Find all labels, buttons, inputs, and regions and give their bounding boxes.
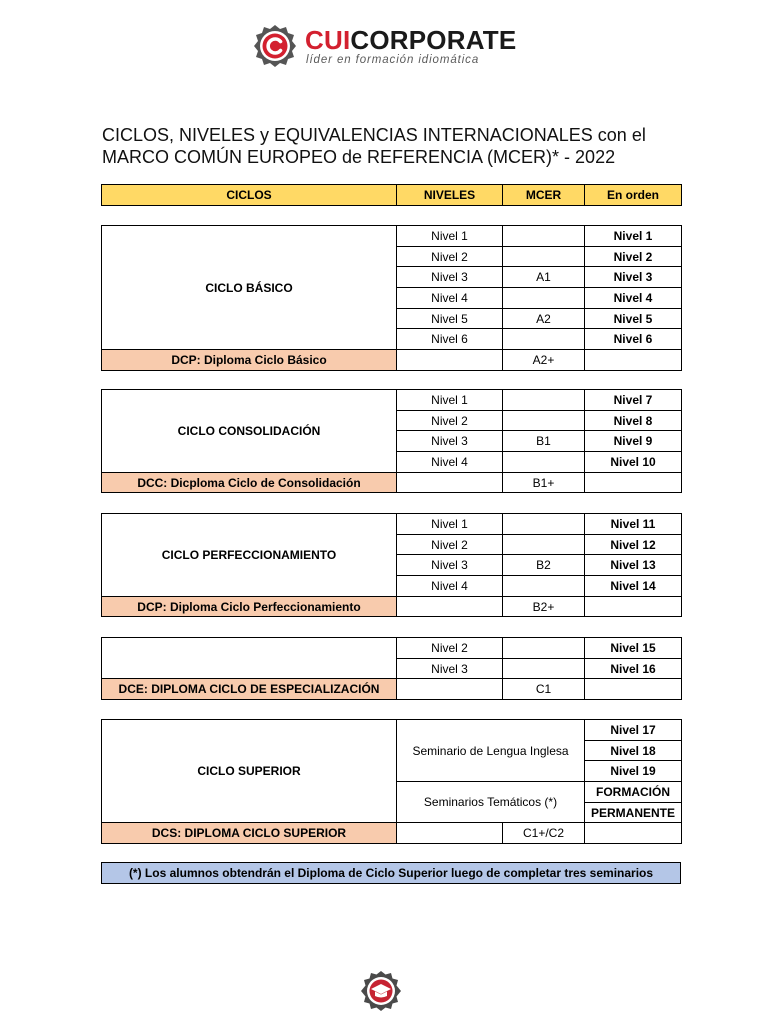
diploma-label: DCP: Diploma Ciclo Básico bbox=[102, 350, 397, 371]
mcer-cell bbox=[503, 576, 585, 597]
diploma-row bbox=[102, 596, 682, 617]
diploma-label: DCC: Dicploma Ciclo de Consolidación bbox=[102, 472, 397, 493]
ciclo-consolidacion-table bbox=[101, 389, 682, 493]
mcer-cell bbox=[503, 638, 585, 659]
orden-cell: Nivel 6 bbox=[585, 329, 682, 350]
title-line-2: MARCO COMÚN EUROPEO de REFERENCIA (MCER)* - 2022 bbox=[102, 147, 616, 167]
orden-cell: Nivel 8 bbox=[585, 410, 682, 431]
nivel-cell: Nivel 4 bbox=[397, 576, 503, 597]
nivel-cell: Nivel 1 bbox=[397, 226, 503, 247]
empty-cell bbox=[585, 823, 682, 844]
ciclo-basico-table bbox=[101, 225, 682, 371]
nivel-cell: Nivel 5 bbox=[397, 308, 503, 329]
mcer-cell bbox=[503, 410, 585, 431]
diploma-label: DCS: DIPLOMA CICLO SUPERIOR bbox=[102, 823, 397, 844]
diploma-row bbox=[102, 823, 682, 844]
empty-cell bbox=[397, 596, 503, 617]
diploma-mcer: C1+/C2 bbox=[503, 823, 585, 844]
orden-cell: Nivel 12 bbox=[585, 534, 682, 555]
empty-cell bbox=[397, 823, 503, 844]
mcer-cell bbox=[503, 226, 585, 247]
empty-cell bbox=[397, 679, 503, 700]
nivel-cell: Nivel 3 bbox=[397, 555, 503, 576]
mcer-cell bbox=[503, 288, 585, 309]
nivel-cell: Nivel 2 bbox=[397, 638, 503, 659]
ciclo-name: CICLO PERFECCIONAMIENTO bbox=[102, 514, 397, 597]
orden-cell: Nivel 10 bbox=[585, 452, 682, 473]
table-row bbox=[102, 720, 682, 741]
orden-cell: Nivel 9 bbox=[585, 431, 682, 452]
orden-cell: Nivel 15 bbox=[585, 638, 682, 659]
ciclo-name: CICLO SUPERIOR bbox=[102, 720, 397, 823]
diploma-mcer: B1+ bbox=[503, 472, 585, 493]
table-row bbox=[102, 514, 682, 535]
cui-c-logo-icon bbox=[253, 24, 297, 68]
orden-cell: Nivel 11 bbox=[585, 514, 682, 535]
orden-cell: Nivel 3 bbox=[585, 267, 682, 288]
mcer-cell: A2 bbox=[503, 308, 585, 329]
logo-wordmark: CUICORPORATE bbox=[305, 25, 517, 55]
empty-cell bbox=[585, 679, 682, 700]
mcer-cell bbox=[503, 452, 585, 473]
nivel-cell: Nivel 4 bbox=[397, 288, 503, 309]
header-table bbox=[101, 184, 682, 206]
seminarios-tematicos: Seminarios Temáticos (*) bbox=[397, 782, 585, 823]
nivel-cell: Nivel 2 bbox=[397, 246, 503, 267]
orden-cell: Nivel 2 bbox=[585, 246, 682, 267]
mcer-cell bbox=[503, 246, 585, 267]
mcer-cell bbox=[503, 514, 585, 535]
mcer-cell bbox=[503, 329, 585, 350]
empty-cell bbox=[585, 596, 682, 617]
orden-cell: Nivel 1 bbox=[585, 226, 682, 247]
nivel-cell: Nivel 1 bbox=[397, 390, 503, 411]
diploma-mcer: A2+ bbox=[503, 350, 585, 371]
diploma-row bbox=[102, 679, 682, 700]
company-logo bbox=[253, 24, 517, 68]
orden-cell: Nivel 5 bbox=[585, 308, 682, 329]
ciclo-name bbox=[102, 638, 397, 679]
empty-cell bbox=[585, 350, 682, 371]
nivel-cell: Nivel 1 bbox=[397, 514, 503, 535]
orden-cell: Nivel 17 bbox=[585, 720, 682, 741]
header-mcer: MCER bbox=[503, 185, 585, 206]
orden-cell: Nivel 14 bbox=[585, 576, 682, 597]
orden-cell: Nivel 4 bbox=[585, 288, 682, 309]
orden-cell: Nivel 18 bbox=[585, 740, 682, 761]
table-row bbox=[102, 638, 682, 659]
nivel-cell: Nivel 2 bbox=[397, 534, 503, 555]
mcer-cell: B1 bbox=[503, 431, 585, 452]
header-niveles: NIVELES bbox=[397, 185, 503, 206]
table-row bbox=[102, 390, 682, 411]
diploma-mcer: B2+ bbox=[503, 596, 585, 617]
header-orden: En orden bbox=[585, 185, 682, 206]
diploma-label: DCP: Diploma Ciclo Perfeccionamiento bbox=[102, 596, 397, 617]
header-ciclos: CICLOS bbox=[102, 185, 397, 206]
empty-cell bbox=[585, 472, 682, 493]
nivel-cell: Nivel 3 bbox=[397, 658, 503, 679]
diploma-row bbox=[102, 350, 682, 371]
footnote: (*) Los alumnos obtendrán el Diploma de Ciclo Superior luego de completar tres seminarios bbox=[101, 862, 681, 884]
mcer-cell bbox=[503, 390, 585, 411]
diploma-mcer: C1 bbox=[503, 679, 585, 700]
diploma-label: DCE: DIPLOMA CICLO DE ESPECIALIZACIÓN bbox=[102, 679, 397, 700]
ciclo-perfeccionamiento-table bbox=[101, 513, 682, 617]
orden-cell: Nivel 13 bbox=[585, 555, 682, 576]
ciclo-name: CICLO BÁSICO bbox=[102, 226, 397, 350]
table-row bbox=[102, 226, 682, 247]
seminario-lengua-inglesa: Seminario de Lengua Inglesa bbox=[397, 720, 585, 782]
nivel-cell: Nivel 3 bbox=[397, 431, 503, 452]
empty-cell bbox=[397, 472, 503, 493]
nivel-cell: Nivel 6 bbox=[397, 329, 503, 350]
orden-cell: FORMACIÓN bbox=[585, 782, 682, 803]
logo-tagline: líder en formación idiomática bbox=[306, 54, 480, 66]
mcer-cell bbox=[503, 534, 585, 555]
diploma-row bbox=[102, 472, 682, 493]
nivel-cell: Nivel 3 bbox=[397, 267, 503, 288]
ciclo-name: CICLO CONSOLIDACIÓN bbox=[102, 390, 397, 473]
document-title bbox=[102, 124, 702, 168]
header-row bbox=[102, 185, 682, 206]
title-line-1: CICLOS, NIVELES y EQUIVALENCIAS INTERNACIONALES con el bbox=[102, 125, 646, 145]
orden-cell: PERMANENTE bbox=[585, 802, 682, 823]
orden-cell: Nivel 7 bbox=[585, 390, 682, 411]
mcer-cell bbox=[503, 658, 585, 679]
mcer-cell: B2 bbox=[503, 555, 585, 576]
orden-cell: Nivel 19 bbox=[585, 761, 682, 782]
nivel-cell: Nivel 4 bbox=[397, 452, 503, 473]
orden-cell: Nivel 16 bbox=[585, 658, 682, 679]
ciclo-especializacion-table bbox=[101, 637, 682, 700]
nivel-cell: Nivel 2 bbox=[397, 410, 503, 431]
ciclo-superior-table bbox=[101, 719, 682, 844]
empty-cell bbox=[397, 350, 503, 371]
graduation-cap-emblem-icon bbox=[360, 970, 402, 1012]
mcer-cell: A1 bbox=[503, 267, 585, 288]
